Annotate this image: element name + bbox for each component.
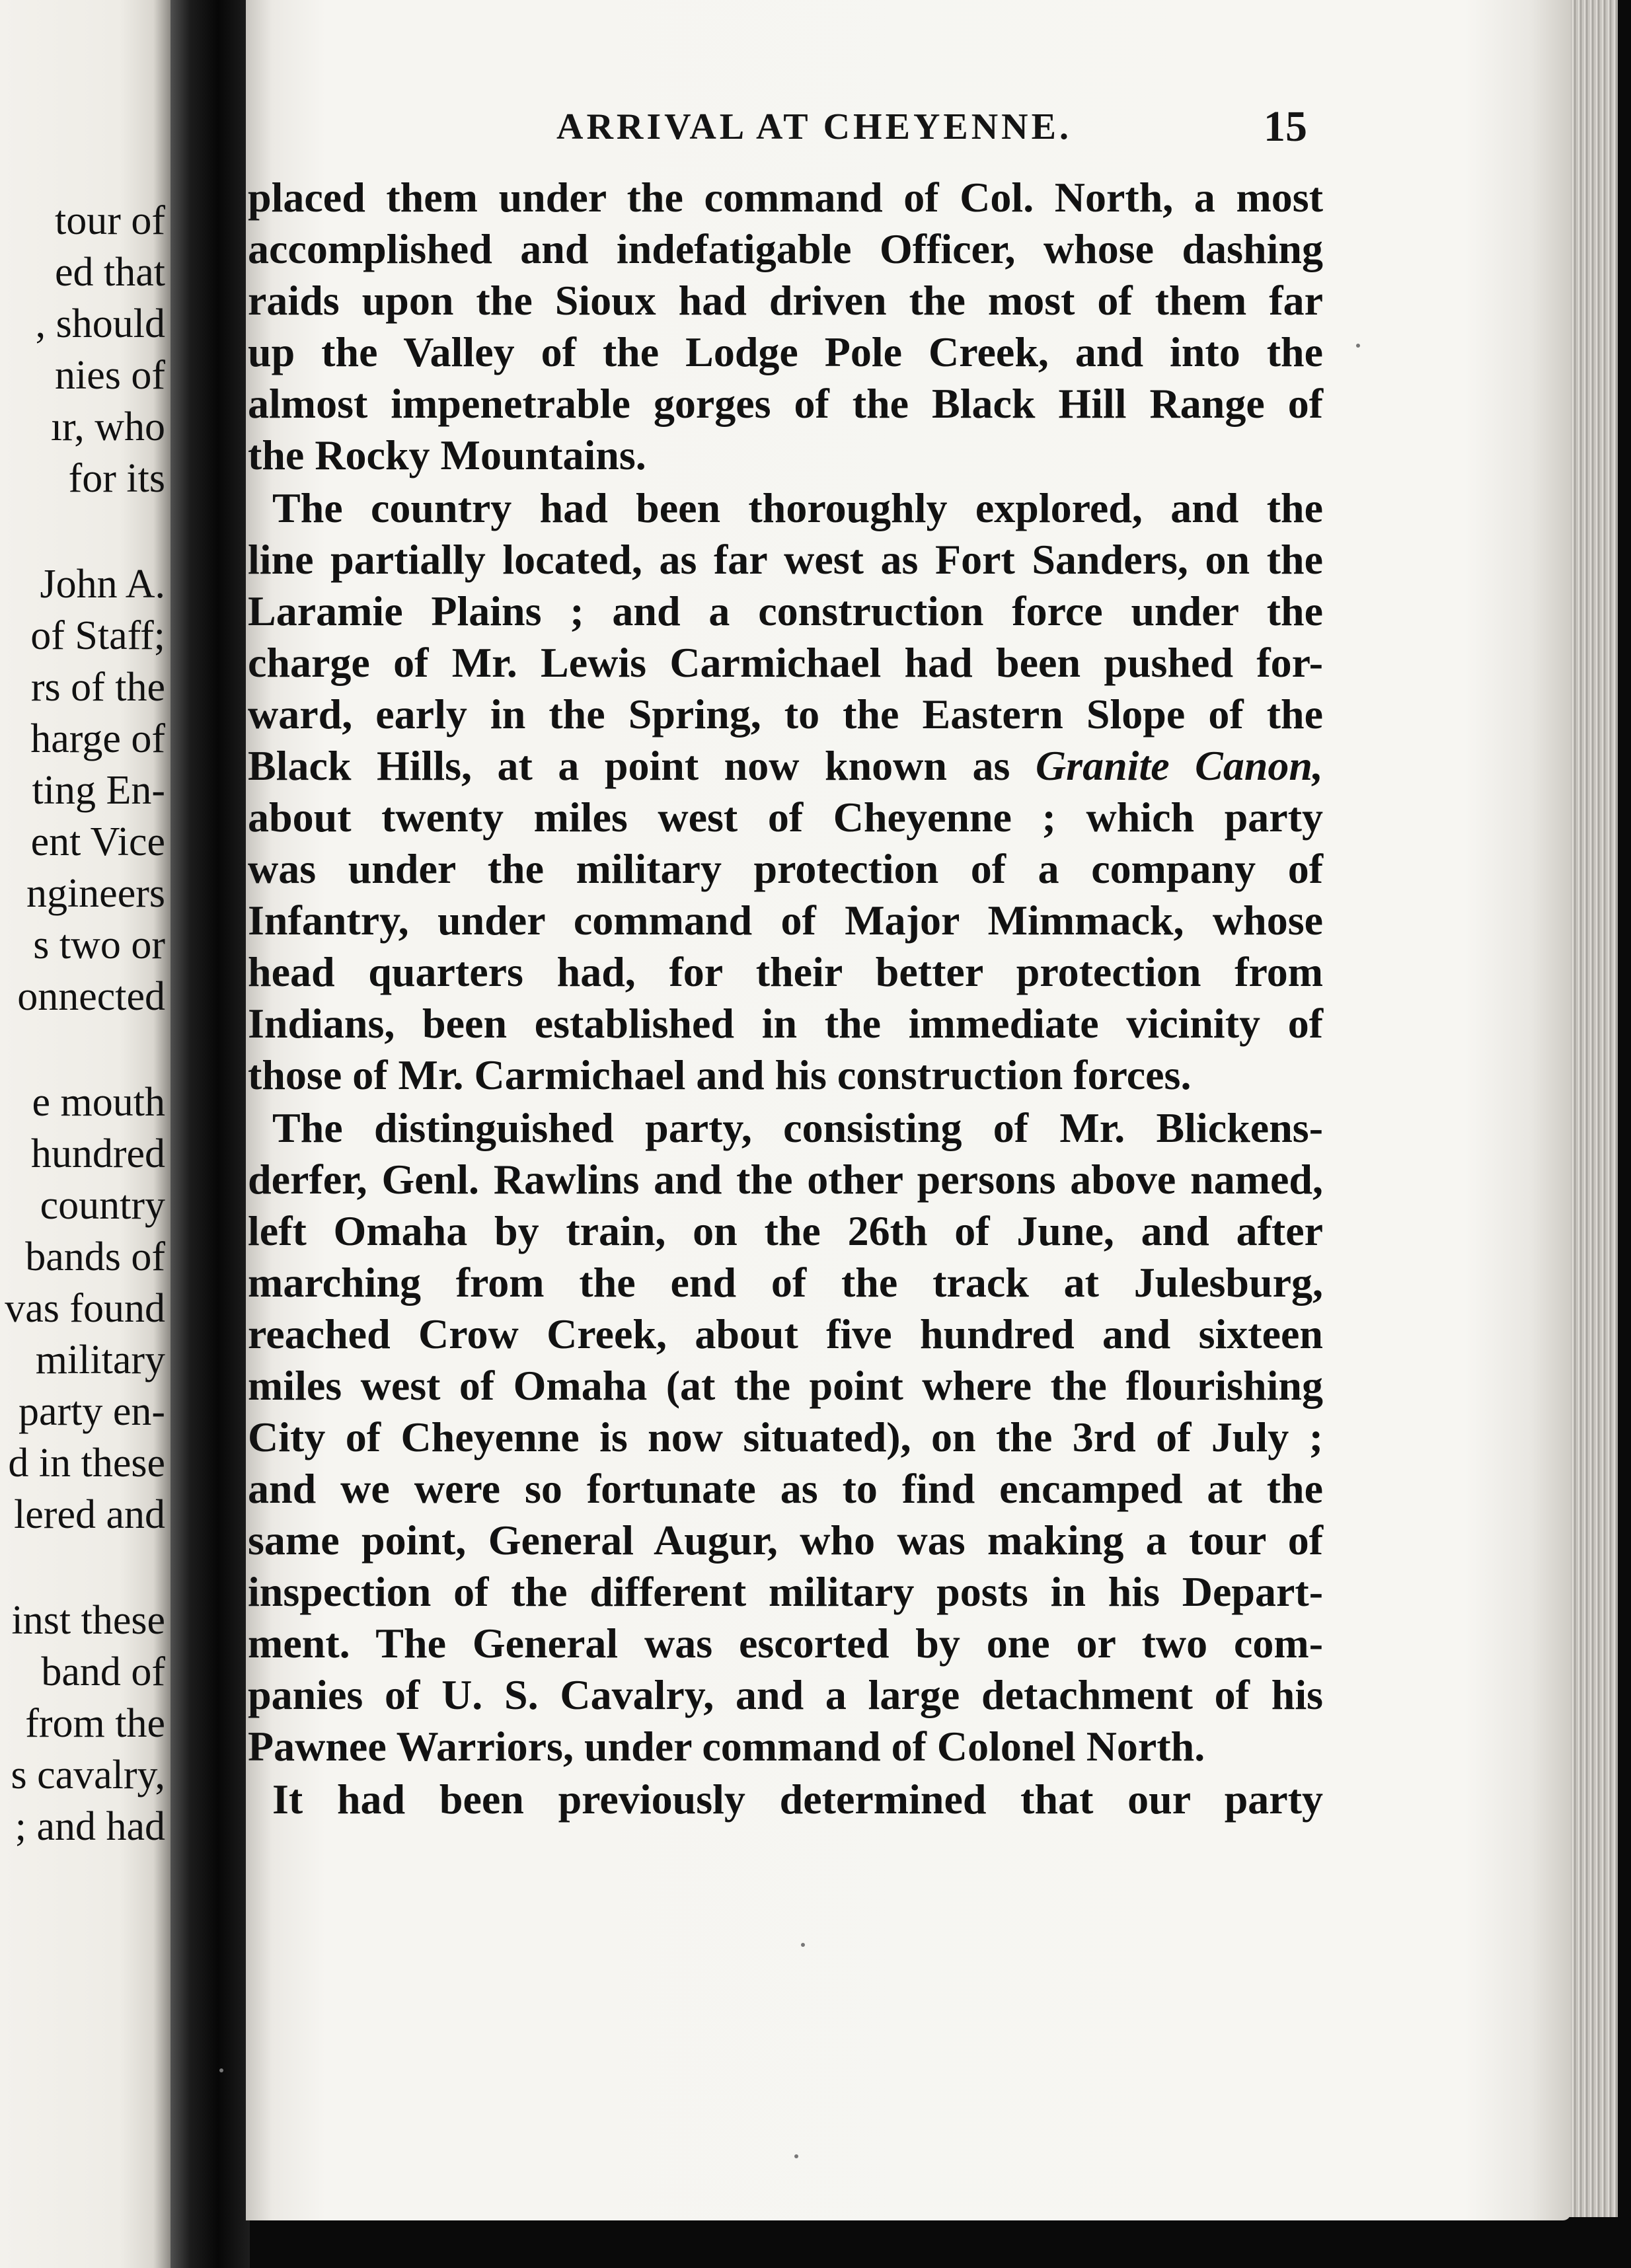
- text-line-content: The distinguished party, consisting of Mr. Blickens-: [272, 1104, 1323, 1151]
- text-line: [248, 895, 1323, 946]
- text-line-content: derfer, Genl. Rawlins and the other persons above named,: [248, 1156, 1323, 1203]
- text-line-content: and we were so fortunate as to find encamped at the: [248, 1465, 1323, 1512]
- left-page-line: from the: [25, 1701, 165, 1746]
- left-page-line: nies of: [54, 353, 165, 398]
- paper-speck: [801, 1943, 805, 1947]
- left-page-line: s cavalry,: [11, 1753, 165, 1797]
- left-page-line: John A.: [40, 562, 165, 607]
- left-page-line: rs of the: [30, 665, 165, 710]
- text-line-content: the Rocky Mountains.: [248, 432, 646, 478]
- text-line-content: those of Mr. Carmichael and his construction forces.: [248, 1051, 1192, 1098]
- text-line-content: left Omaha by train, on the 26th of June, and after: [248, 1207, 1323, 1254]
- text-line: [248, 1360, 1323, 1412]
- text-line-content: about twenty miles west of Cheyenne ; which party: [248, 794, 1323, 841]
- right-page: [246, 0, 1571, 2220]
- text-line-content: It had been previously determined that our party: [272, 1776, 1323, 1823]
- text-line: [248, 1721, 1205, 1772]
- left-page-line: of Staff;: [30, 613, 165, 658]
- text-line-content: Pawnee Warriors, under command of Colonel North.: [248, 1723, 1205, 1770]
- text-line: [248, 275, 1323, 326]
- text-line: [272, 482, 1323, 534]
- left-page-line: s two or: [33, 923, 165, 967]
- text-line: [248, 534, 1323, 586]
- text-line: [248, 740, 1323, 792]
- text-line: [248, 946, 1323, 998]
- text-line: [248, 1154, 1323, 1205]
- text-line-content: placed them under the command of Col. North, a most: [248, 174, 1323, 221]
- text-line-content: reached Crow Creek, about five hundred and sixteen: [248, 1310, 1323, 1357]
- text-line-content: marching from the end of the track at Julesburg,: [248, 1259, 1323, 1306]
- text-line-content: line partially located, as far west as Fort Sanders, on the: [248, 536, 1323, 583]
- paper-speck: [219, 2068, 223, 2072]
- left-page-line: party en-: [18, 1389, 165, 1434]
- text-line-content: miles west of Omaha (at the point where the flourishing: [248, 1362, 1323, 1409]
- left-page-line: tour of: [54, 198, 165, 243]
- left-page-line: ngineers: [26, 871, 165, 916]
- text-line: [248, 637, 1323, 689]
- text-line-content: was under the military protection of a company of: [248, 845, 1323, 892]
- text-line-content: same point, General Augur, who was making a tour of: [248, 1517, 1323, 1564]
- text-line-content: almost impenetrable gorges of the Black Hill Range of: [248, 380, 1323, 427]
- left-page-line: ent Vice: [30, 819, 165, 864]
- left-page-line: ; and had: [15, 1804, 165, 1849]
- text-line: [248, 1205, 1323, 1257]
- text-line-content: charge of Mr. Lewis Carmichael had been pushed for-: [248, 639, 1323, 686]
- left-page-line: vas found: [5, 1286, 165, 1331]
- book-gutter: [171, 0, 250, 2268]
- text-line: [248, 378, 1323, 430]
- text-line: [248, 1049, 1191, 1101]
- text-line: [248, 1566, 1323, 1618]
- text-line-content: head quarters had, for their better protection from: [248, 948, 1323, 995]
- left-page-line: d in these: [8, 1441, 165, 1486]
- paper-speck: [1356, 344, 1360, 348]
- text-line: [248, 1618, 1323, 1669]
- text-line-content: accomplished and indefatigable Officer, whose dashing: [248, 225, 1323, 272]
- text-line-content: ward, early in the Spring, to the Eastern Slope of the: [248, 691, 1323, 737]
- text-line: [248, 1308, 1323, 1360]
- text-line-content: Indians, been established in the immediate vicinity of: [248, 1000, 1323, 1047]
- text-line: [248, 586, 1323, 637]
- text-line-content: Infantry, under command of Major Mimmack, whose: [248, 897, 1323, 944]
- left-page-line: harge of: [30, 716, 165, 761]
- text-line: [272, 1774, 1323, 1825]
- left-page-line: inst these: [11, 1598, 165, 1643]
- left-page-line: country: [40, 1183, 165, 1228]
- text-line: [248, 792, 1323, 843]
- running-head: ARRIVAL AT CHEYENNE.: [556, 106, 1072, 147]
- text-line: [248, 326, 1323, 378]
- left-page-line: hundred: [30, 1131, 165, 1176]
- text-line: [248, 1257, 1323, 1308]
- page-header: [246, 102, 1571, 165]
- left-page-line: ır, who: [50, 404, 165, 449]
- text-line: [248, 1463, 1323, 1515]
- left-page-line: e mouth: [32, 1080, 165, 1125]
- text-line-content: up the Valley of the Lodge Pole Creek, and into the: [248, 328, 1323, 375]
- text-line-content: raids upon the Sioux had driven the most of them far: [248, 277, 1323, 324]
- text-line: [248, 223, 1323, 275]
- text-line: [248, 998, 1323, 1049]
- text-line: [248, 430, 646, 481]
- left-page-line: lered and: [14, 1492, 165, 1537]
- text-line-content: panies of U. S. Cavalry, and a large detachment of his: [248, 1671, 1323, 1718]
- text-line-content: inspection of the different military posts in his Depart-: [248, 1568, 1323, 1615]
- text-line: [248, 172, 1323, 223]
- left-page-line: for its: [68, 456, 165, 501]
- left-page-line: , should: [35, 301, 165, 346]
- left-page-fragment: [0, 0, 171, 2268]
- text-line: [272, 1102, 1323, 1154]
- text-line: [248, 843, 1323, 895]
- page-edges: [1565, 0, 1618, 2217]
- left-page-line: onnected: [17, 974, 165, 1019]
- text-line-content: Black Hills, at a point now known as: [248, 742, 1010, 789]
- text-line: [248, 689, 1323, 740]
- left-page-line: band of: [41, 1649, 165, 1694]
- paper-speck: [794, 2154, 798, 2158]
- text-line: [248, 1669, 1323, 1721]
- page-number: 15: [1264, 102, 1307, 151]
- left-page-line: ting En-: [32, 768, 165, 813]
- left-page-line: ed that: [55, 250, 165, 295]
- left-page-line: military: [35, 1338, 165, 1382]
- text-line-content: The country had been thoroughly explored, and the: [272, 484, 1323, 531]
- text-line-content: Laramie Plains ; and a construction force under the: [248, 587, 1323, 634]
- text-line-content: City of Cheyenne is now situated), on the 3rd of July ;: [248, 1414, 1323, 1460]
- italic-place-name: Granite Canon,: [1035, 742, 1324, 789]
- text-line: [248, 1412, 1323, 1463]
- left-page-line: bands of: [25, 1234, 165, 1279]
- text-line-content: ment. The General was escorted by one or two com-: [248, 1620, 1323, 1667]
- text-line: [248, 1515, 1323, 1566]
